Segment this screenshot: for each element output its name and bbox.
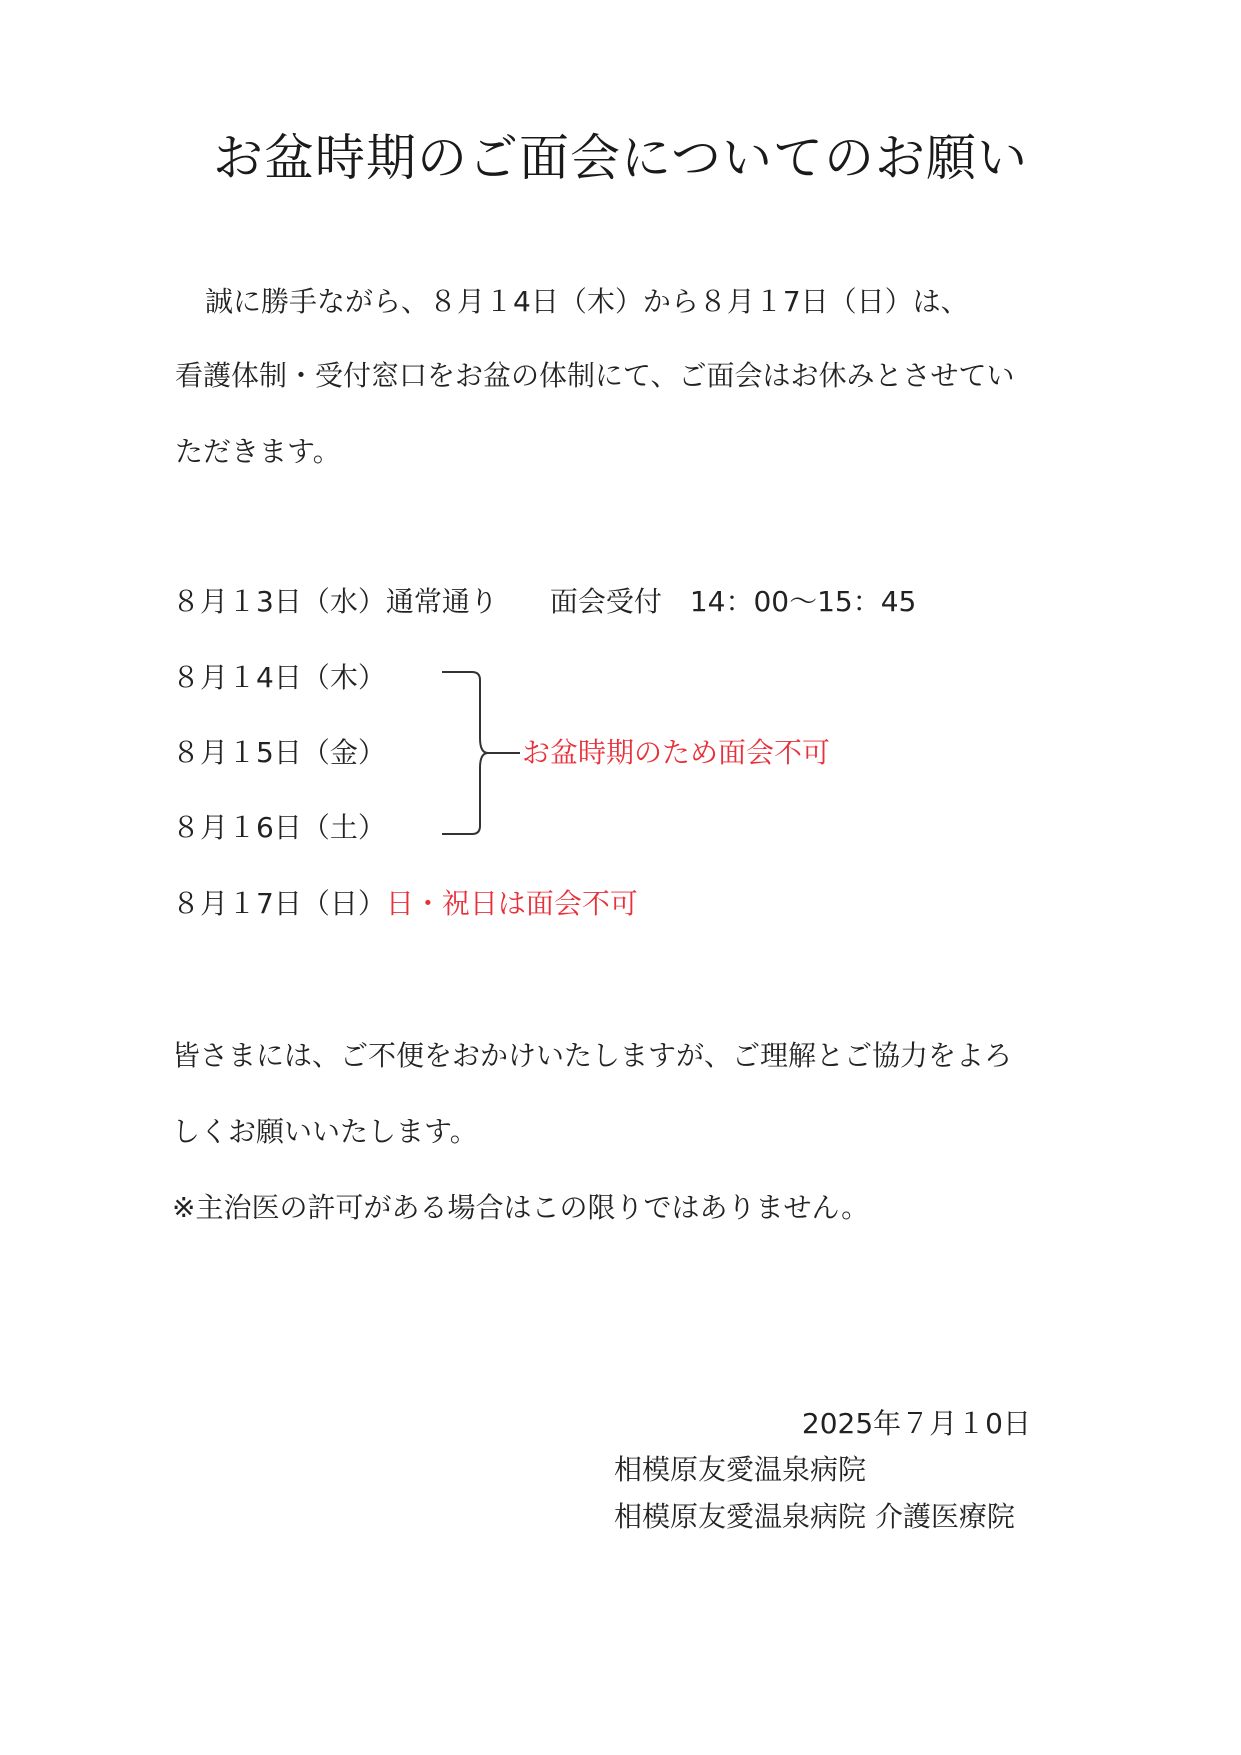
schedule-row-1 bbox=[172, 582, 916, 622]
schedule-row-5-note: 日・祝日は面会不可 bbox=[385, 887, 638, 920]
schedule-row-2-date: ８月１4日（木） bbox=[172, 661, 386, 694]
signature-org-1: 相模原友愛温泉病院 bbox=[614, 1453, 867, 1486]
closing-line-2: しくお願いいたします。 bbox=[172, 1115, 478, 1148]
curly-bracket-icon bbox=[440, 668, 520, 838]
closing-line-1: 皆さまには、ご不便をおかけいたしますが、ご理解とご協力をよろ bbox=[172, 1039, 1013, 1072]
schedule-row-1-date: ８月１3日（水）通常通り bbox=[172, 585, 498, 618]
schedule-row-5-date: ８月１7日（日） bbox=[172, 887, 386, 920]
intro-line-2: 看護体制・受付窓口をお盆の体制にて、ご面会はお休みとさせてい bbox=[175, 359, 1015, 392]
footnote: ※主治医の許可がある場合はこの限りではありません。 bbox=[172, 1191, 870, 1224]
schedule-row-5 bbox=[172, 884, 638, 924]
bracket-note: お盆時期のため面会不可 bbox=[522, 736, 831, 769]
page-title: お盆時期のご面会についてのお願い bbox=[213, 129, 1028, 187]
schedule-row-1-reception: 面会受付 14：00～15：45 bbox=[549, 585, 917, 618]
intro-line-3: ただきます。 bbox=[175, 435, 341, 468]
schedule-row-4-date: ８月１6日（土） bbox=[172, 811, 386, 844]
signature-date: 2025年７月１0日 bbox=[801, 1407, 1031, 1440]
schedule-row-3-date: ８月１5日（金） bbox=[172, 736, 386, 769]
signature-org-2: 相模原友愛温泉病院 介護医療院 bbox=[614, 1500, 1015, 1533]
intro-line-1: 誠に勝手ながら、８月１4日（木）から８月１7日（日）は、 bbox=[205, 285, 969, 318]
